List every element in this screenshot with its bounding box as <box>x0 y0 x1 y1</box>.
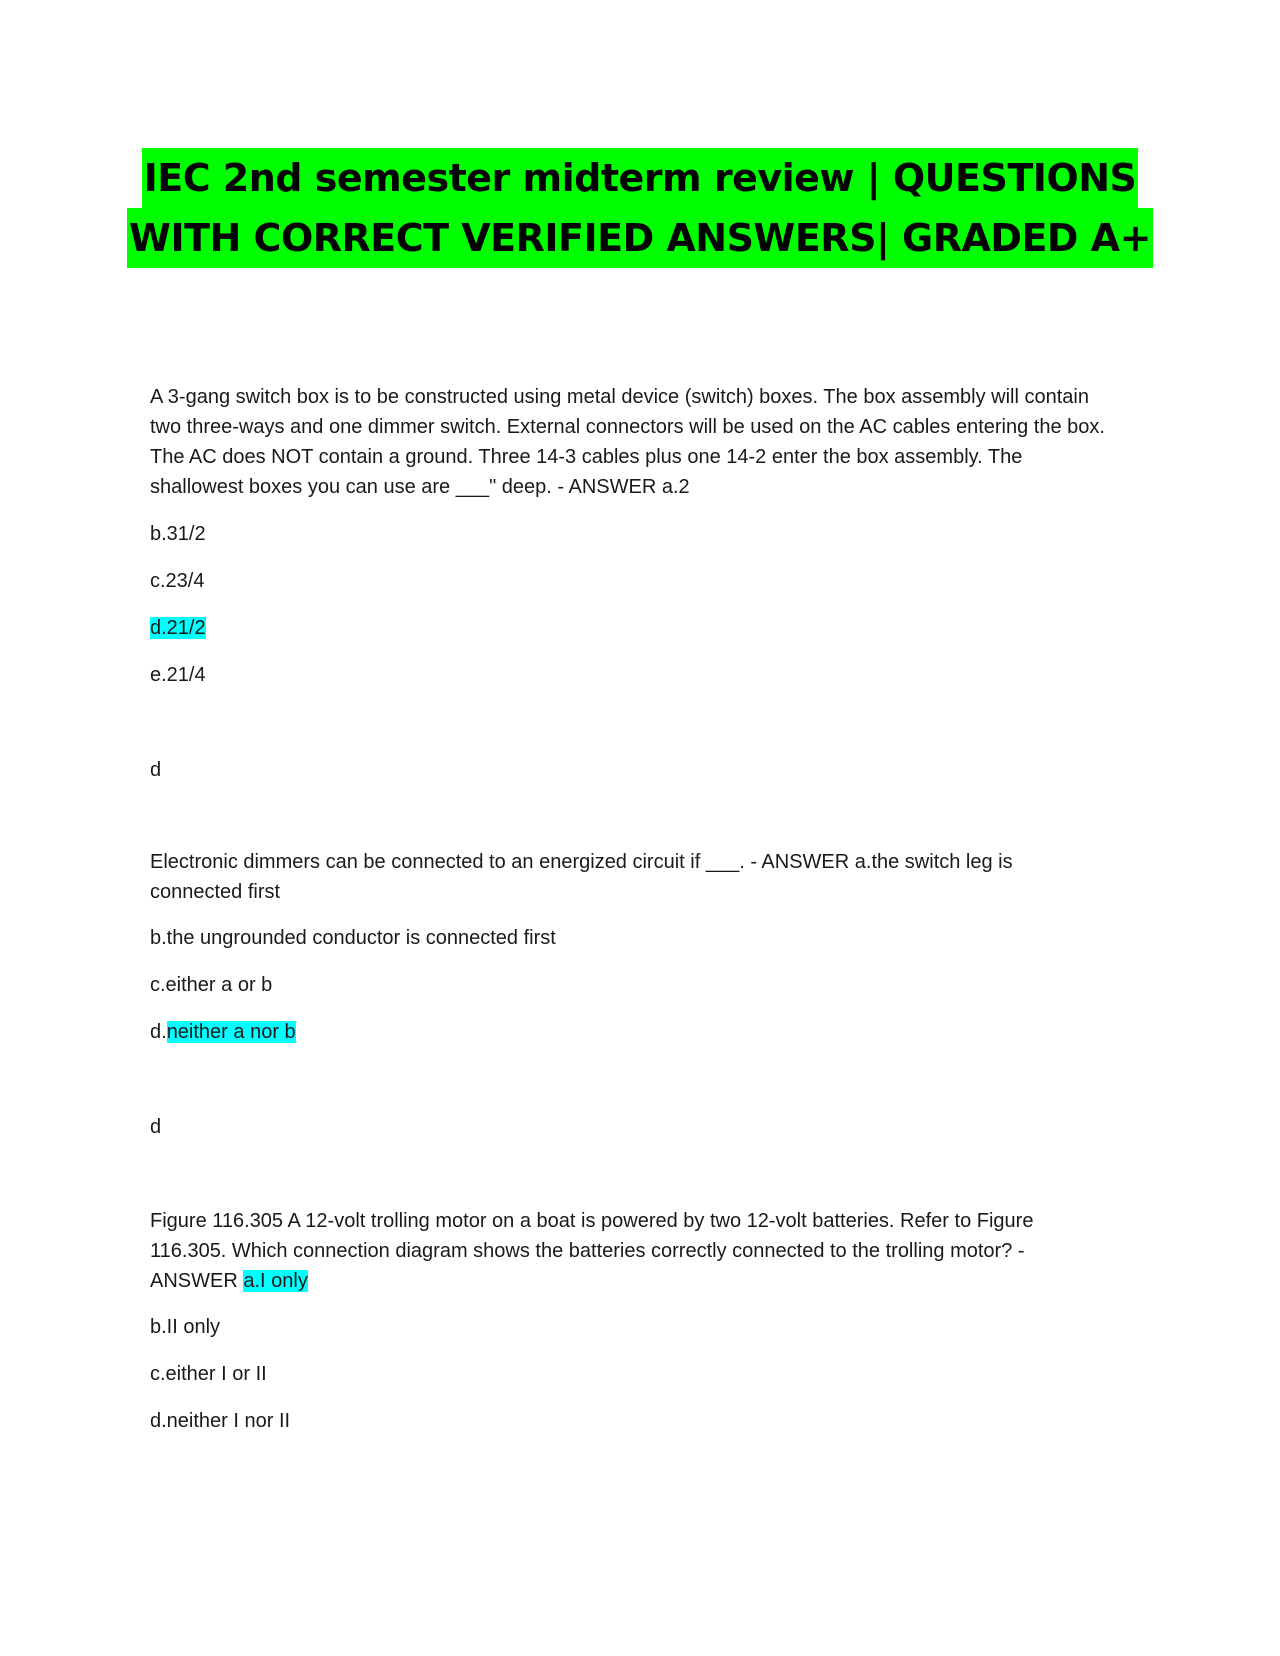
option-text: c.23/4 <box>150 570 205 592</box>
option-text: b.the ungrounded conductor is connected first <box>150 927 556 949</box>
question-1-stem <box>150 382 1110 502</box>
option-text: c.either I or II <box>150 1363 267 1385</box>
title-line-1: IEC 2nd semester midterm review | QUESTIONS <box>142 148 1139 208</box>
option-text: e.21/4 <box>150 664 206 686</box>
question-3-stem <box>150 1206 1110 1296</box>
highlighted-answer: neither a nor b <box>166 1021 296 1043</box>
option-prefix: d. <box>150 1021 167 1043</box>
question-2-option-b <box>150 923 1110 953</box>
question-2-option-d <box>150 1017 1110 1047</box>
document-title <box>120 148 1160 268</box>
question-3-text: Figure 116.305 A 12-volt trolling motor on a boat is powered by two 12-volt batteries. Refer to Figure 116.305. Which connection diagram shows the batteries correctly connected to the trolling motor? - ANSWER <box>150 1210 1034 1292</box>
question-1-option-b <box>150 519 1110 549</box>
question-3-option-d <box>150 1406 1110 1436</box>
question-2-stem <box>150 847 1110 907</box>
question-1-answer-letter <box>150 755 1110 785</box>
question-1-text: A 3-gang switch box is to be constructed using metal device (switch) boxes. The box assembly will contain two three-ways and one dimmer switch. External connectors will be used on the AC cables entering the box. The AC does NOT contain a ground. Three 14-3 cables plus one 14-2 enter the box assembly. The shallowest boxes you can use are ___" deep. - ANSWER a.2 <box>150 386 1105 498</box>
option-text: d.neither I nor II <box>150 1410 291 1432</box>
question-1-option-e <box>150 660 1110 690</box>
option-text: b.II only <box>150 1316 221 1338</box>
highlighted-answer: a.I only <box>243 1270 308 1292</box>
question-3-option-c <box>150 1359 1110 1389</box>
answer-letter: d <box>150 1116 162 1138</box>
question-2-option-c <box>150 970 1110 1000</box>
option-text: b.31/2 <box>150 523 206 545</box>
question-1-option-d <box>150 613 1110 643</box>
title-line-2: WITH CORRECT VERIFIED ANSWERS| GRADED A+ <box>127 208 1153 268</box>
question-1-option-c <box>150 566 1110 596</box>
option-text: c.either a or b <box>150 974 273 996</box>
question-2-answer-letter <box>150 1112 1110 1142</box>
answer-letter: d <box>150 759 162 781</box>
highlighted-answer: d.21/2 <box>150 617 206 639</box>
question-2-text: Electronic dimmers can be connected to an energized circuit if ___. - ANSWER a.the switch leg is connected first <box>150 851 1013 903</box>
question-3-option-b <box>150 1312 1110 1342</box>
